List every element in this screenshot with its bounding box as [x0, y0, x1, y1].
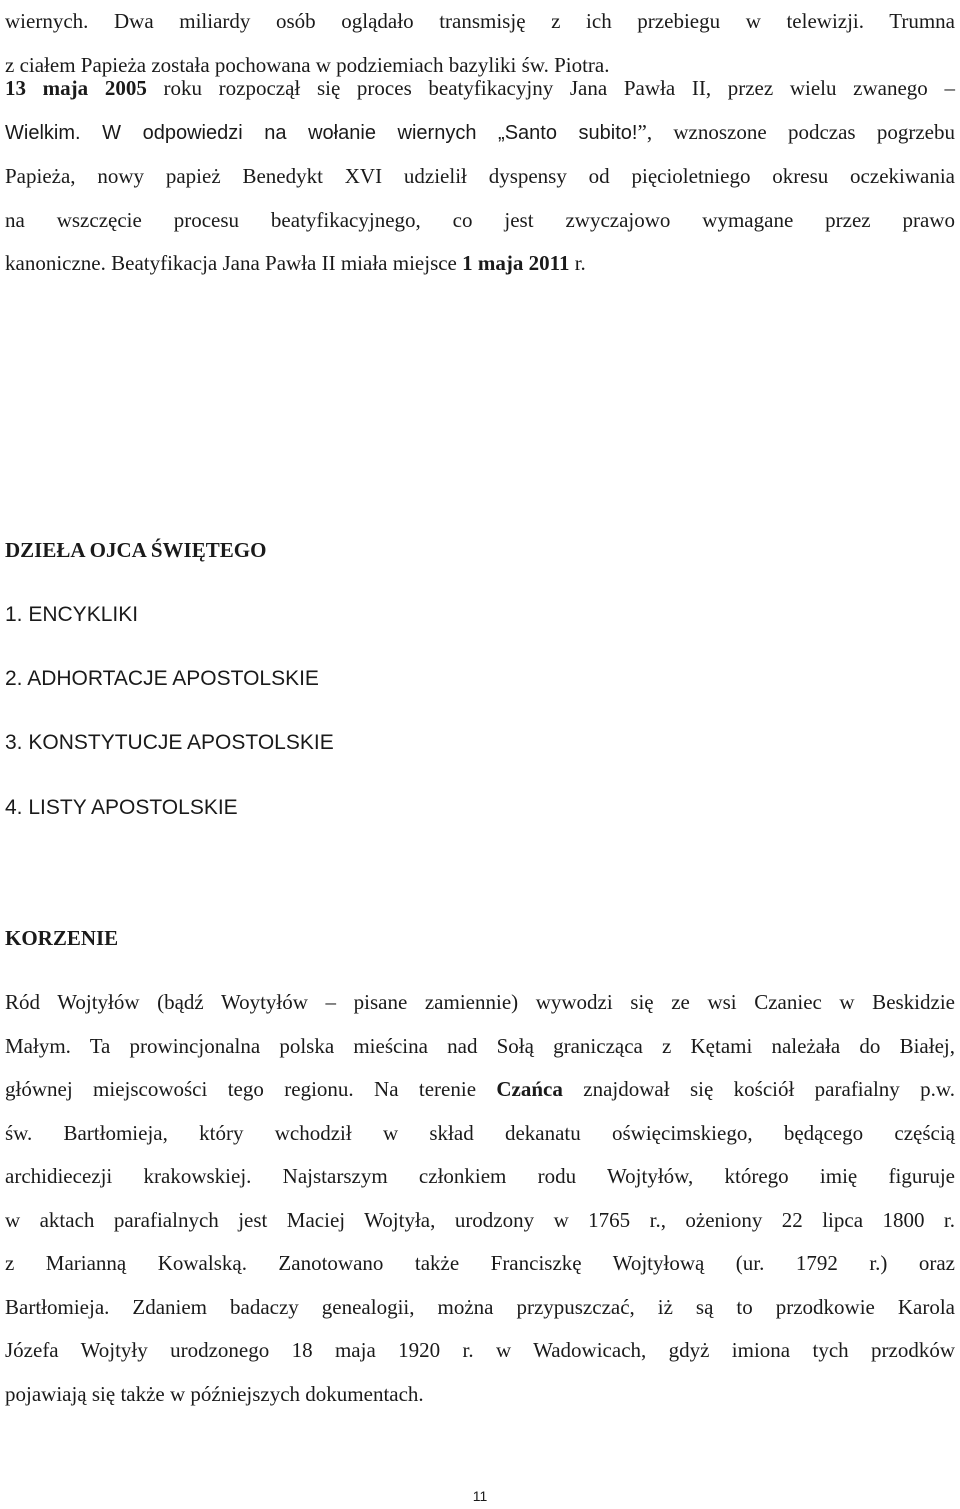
text-fragment: roku rozpoczął się proces beatyfikacyjny Jana Pawła II, przez wielu zwanego –: [146, 76, 955, 100]
paragraph-beatification: [5, 67, 955, 286]
text-fragment: ”, wznoszone podczas pogrzebu: [637, 119, 956, 144]
text-line: w aktach parafialnych jest Maciej Wojtyła, urodzony w 1765 r., ożeniony 22 lipca 1800 r.: [5, 1207, 955, 1232]
list-item: 4. LISTY APOSTOLSKIE: [5, 796, 238, 819]
place-bold: Czańca: [496, 1077, 563, 1101]
text-line: Ród Wojtyłów (bądź Woytyłów – pisane zamiennie) wywodzi się ze wsi Czaniec w Beskidzie: [5, 990, 955, 1014]
text-fragment: kanoniczne. Beatyfikacja Jana Pawła II miała miejsce: [5, 251, 463, 275]
text-line: św. Bartłomieja, który wchodził w skład dekanatu oświęcimskiego, będącego częścią: [5, 1120, 955, 1145]
text-line: archidiecezji krakowskiej. Najstarszym członkiem rodu Wojtyłów, którego imię figuruje: [5, 1164, 955, 1188]
list-item: 1. ENCYKLIKI: [5, 603, 139, 626]
text-line: Józefa Wojtyły urodzonego 18 maja 1920 r. w Wadowicach, gdyż imiona tych przodków: [5, 1338, 955, 1362]
text-fragment: r.: [569, 251, 586, 275]
date-bold: 13 maja 2005: [5, 76, 147, 100]
text-line: [5, 111, 955, 156]
text-line: pojawiają się także w późniejszych dokumentach.: [5, 1381, 424, 1406]
list-item: 3. KONSTYTUCJE APOSTOLSKIE: [5, 731, 334, 754]
text-line: [5, 242, 955, 286]
text-line: [5, 1068, 955, 1112]
text-line: wiernych. Dwa miliardy osób oglądało transmisję z ich przebiegu w telewizji. Trumna: [5, 9, 955, 33]
text-fragment-sans: Wielkim. W odpowiedzi na wołanie wiernych „Santo subito!: [5, 121, 638, 144]
text-line: z ciałem Papieża została pochowana w podziemiach bazyliki św. Piotra.: [5, 52, 610, 77]
section-heading-works: DZIEŁA OJCA ŚWIĘTEGO: [5, 538, 267, 562]
text-line: Małym. Ta prowincjonalna polska mieścina nad Sołą granicząca z Kętami należała do Białej,: [5, 1033, 955, 1058]
text-line: Bartłomieja. Zdaniem badaczy genealogii, można przypuszczać, iż są to przodkowie Karola: [5, 1294, 955, 1319]
text-line: na wszczęcie procesu beatyfikacyjnego, co jest zwyczajowo wymagane przez prawo: [5, 207, 955, 232]
page-number: 11: [472, 1488, 488, 1504]
text-line: [5, 67, 955, 111]
list-item: 2. ADHORTACJE APOSTOLSKIE: [5, 667, 319, 690]
text-line: z Marianną Kowalską. Zanotowano także Franciszkę Wojtyłową (ur. 1792 r.) oraz: [5, 1251, 955, 1275]
text-fragment: głównej miejscowości tego regionu. Na terenie: [5, 1077, 497, 1101]
date-bold: 1 maja 2011: [462, 251, 570, 275]
paragraph-roots: [5, 981, 955, 1416]
text-line: Papieża, nowy papież Benedykt XVI udzielił dyspensy od pięcioletniego okresu oczekiwania: [5, 164, 955, 188]
text-fragment: znajdował się kościół parafialny p.w.: [562, 1077, 955, 1101]
section-heading-roots: KORZENIE: [5, 926, 119, 950]
